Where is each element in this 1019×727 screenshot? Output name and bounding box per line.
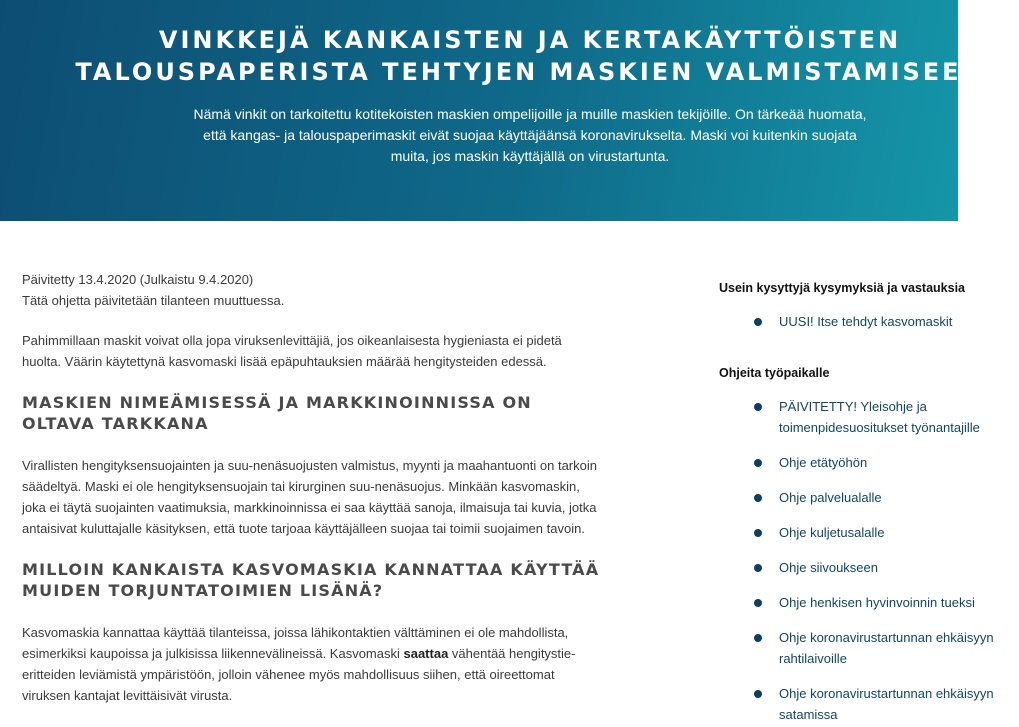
sidebar-item-remote-work — [719, 452, 1019, 473]
link-line: PÄIVITETTY! Yleisohje ja — [779, 399, 927, 414]
updated-date: Päivitetty 13.4.2020 (Julkaistu 9.4.2020) — [22, 272, 254, 287]
link-line: rahtilaivoille — [779, 651, 847, 666]
link-line: toimenpidesuositukset työnantajille — [779, 420, 980, 435]
sidebar-item-cleaning — [719, 557, 1019, 578]
sidebar-item-cargo-ships — [719, 627, 1019, 669]
sidebar-link[interactable]: Ohje palvelualalle — [779, 490, 882, 505]
sidebar-heading-faq: Usein kysyttyjä kysymyksiä ja vastauksia — [719, 281, 966, 295]
section-heading-when-to-use: MILLOIN KANKAISTA KASVOMASKIA KANNATTAA KÄYTTÄÄ MUIDEN TORJUNTATOIMIEN LISÄNÄ? — [22, 560, 600, 600]
article-paragraph — [22, 622, 602, 706]
faq-link-list — [719, 311, 1019, 332]
article-paragraph: Virallisten hengityksensuojainten ja suu-nenäsuojusten valmistus, myynti ja maahantuonti on tarkoin säädeltyä. Maski ei ole hengityksensuojain tai kirurginen suu-nenäsuojus. Minkään kasvomaskin, joka ei täytä suojainten vaatimuksia, markkinoinnissa ei saa käyttää sanoja, ilmaisuja tai kuvia, jotka antaisivat kuluttajalle käsityksen, että tuote tarjoaa käyttäjälleen suojaa tai toimii suojaimen tavoin. — [22, 458, 597, 536]
sidebar-item-faq-masks — [719, 311, 1019, 332]
link-line: satamissa — [779, 707, 838, 722]
sidebar-link[interactable]: Ohje henkisen hyvinvoinnin tueksi — [779, 595, 975, 610]
sidebar-item-general-guide — [719, 396, 1019, 438]
sidebar — [719, 278, 1019, 725]
sidebar-link[interactable] — [779, 396, 1019, 438]
sidebar-link[interactable] — [779, 683, 1019, 725]
page-hero — [0, 0, 985, 221]
sidebar-link[interactable]: Ohje etätyöhön — [779, 455, 868, 470]
sidebar-heading-workplace: Ohjeita työpaikalle — [719, 366, 830, 380]
paragraph-text: vähentää hengitystieeritteiden leviämistä ympäristöön, jolloin vähenee myös mahdollisuus siihen, että oireettomat viruksen kantajat levittäisivät virusta. — [22, 646, 576, 703]
sidebar-item-transport — [719, 522, 1019, 543]
emphasis-text: saattaa — [403, 646, 449, 661]
workplace-link-list — [719, 396, 1019, 725]
page-title: VINKKEJÄ KANKAISTEN JA KERTAKÄYTTÖISTEN TALOUSPAPERISTA TEHTYJEN MASKIEN VALMISTAMISEEN — [75, 26, 985, 86]
sidebar-link[interactable] — [779, 627, 1019, 669]
paragraph-text: Kasvomaskia kannattaa käyttää tilanteissa, joissa lähikontaktien välttäminen ei ole mahdollista, esimerkiksi kaupoissa ja julkisissa liikennevälineissä. Kasvomaski — [22, 625, 569, 661]
sidebar-item-ports — [719, 683, 1019, 725]
sidebar-link[interactable]: Ohje siivoukseen — [779, 560, 878, 575]
sidebar-link[interactable]: Ohje kuljetusalalle — [779, 525, 885, 540]
sidebar-link[interactable]: UUSI! Itse tehdyt kasvomaskit — [779, 314, 953, 329]
link-line: Ohje koronavirustartunnan ehkäisyyn — [779, 630, 994, 645]
link-line: Ohje koronavirustartunnan ehkäisyyn — [779, 686, 994, 701]
section-heading-naming: MASKIEN NIMEÄMISESSÄ JA MARKKINOINNISSA ON OLTAVA TARKKANA — [22, 393, 532, 433]
update-note: Tätä ohjetta päivitetään tilanteen muuttuessa. — [22, 293, 285, 308]
sidebar-item-service-sector — [719, 487, 1019, 508]
sidebar-item-mental-wellbeing — [719, 592, 1019, 613]
article-paragraph: Pahimmillaan maskit voivat olla jopa viruksenlevittäjiä, jos oikeanlaisesta hygieniasta ei pidetä huolta. Väärin käytettynä kasvomaski lisää epäpuhtauksien määrää hengitysteiden edessä. — [22, 333, 562, 369]
page-intro: Nämä vinkit on tarkoitettu kotitekoisten maskien ompelijoille ja muille maskien tekijöille. On tärkeää huomata, että kangas- ja talouspaperimaskit eivät suojaa käyttäjäänsä koronavirukselta. Maski voi kuitenkin suojata muita, jos maskin käyttäjällä on virustartunta. — [193, 106, 867, 164]
article-content — [22, 269, 602, 706]
